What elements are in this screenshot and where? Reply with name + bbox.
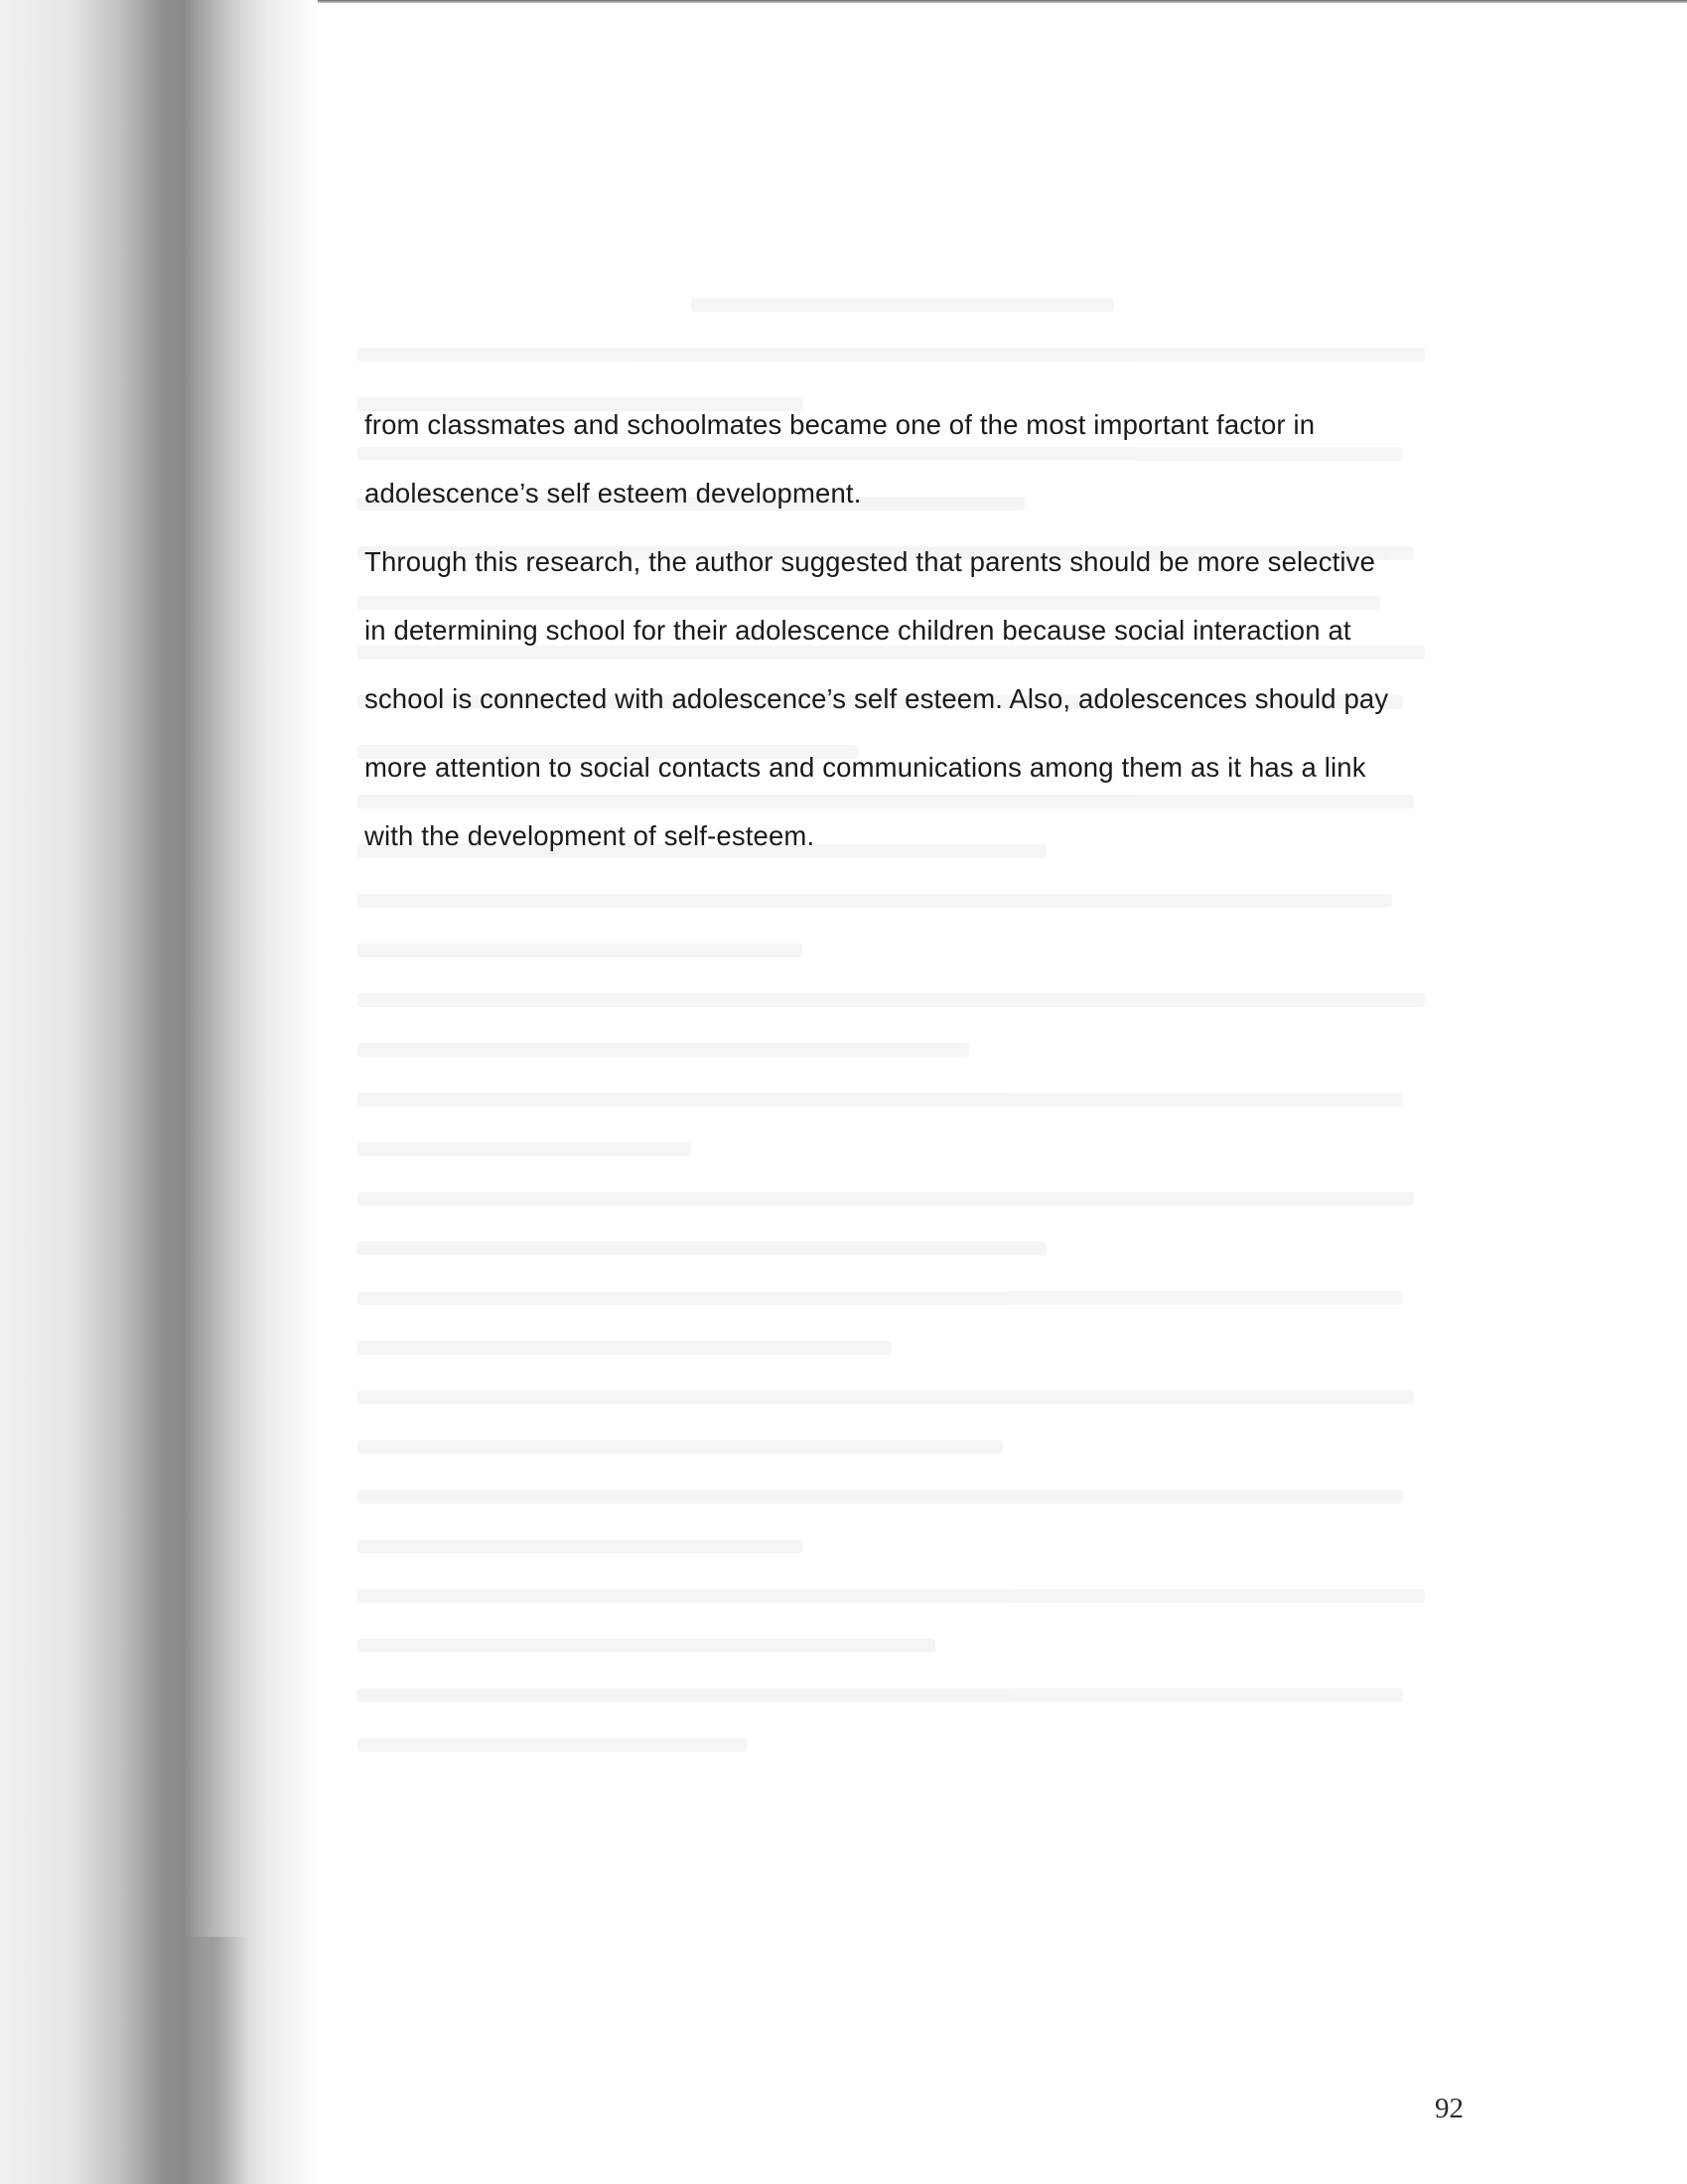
body-line: more attention to social contacts and communications among them as it has a link <box>364 752 1366 783</box>
body-line: in determining school for their adolescence children because social interaction at <box>364 615 1351 646</box>
page-number: 92 <box>1435 2093 1464 2124</box>
body-line: adolescence’s self esteem development. <box>364 478 862 509</box>
body-line: with the development of self-esteem. <box>364 820 815 851</box>
body-line: from classmates and schoolmates became one of the most important factor in <box>364 409 1316 440</box>
binding-shadow-bottom <box>179 1937 248 2184</box>
binding-shadow <box>0 0 318 2184</box>
body-paragraphs <box>364 390 1486 870</box>
body-line: school is connected with adolescence’s self esteem. Also, adolescences should pay <box>364 683 1389 714</box>
body-line: Through this research, the author suggested that parents should be more selective <box>364 546 1376 577</box>
